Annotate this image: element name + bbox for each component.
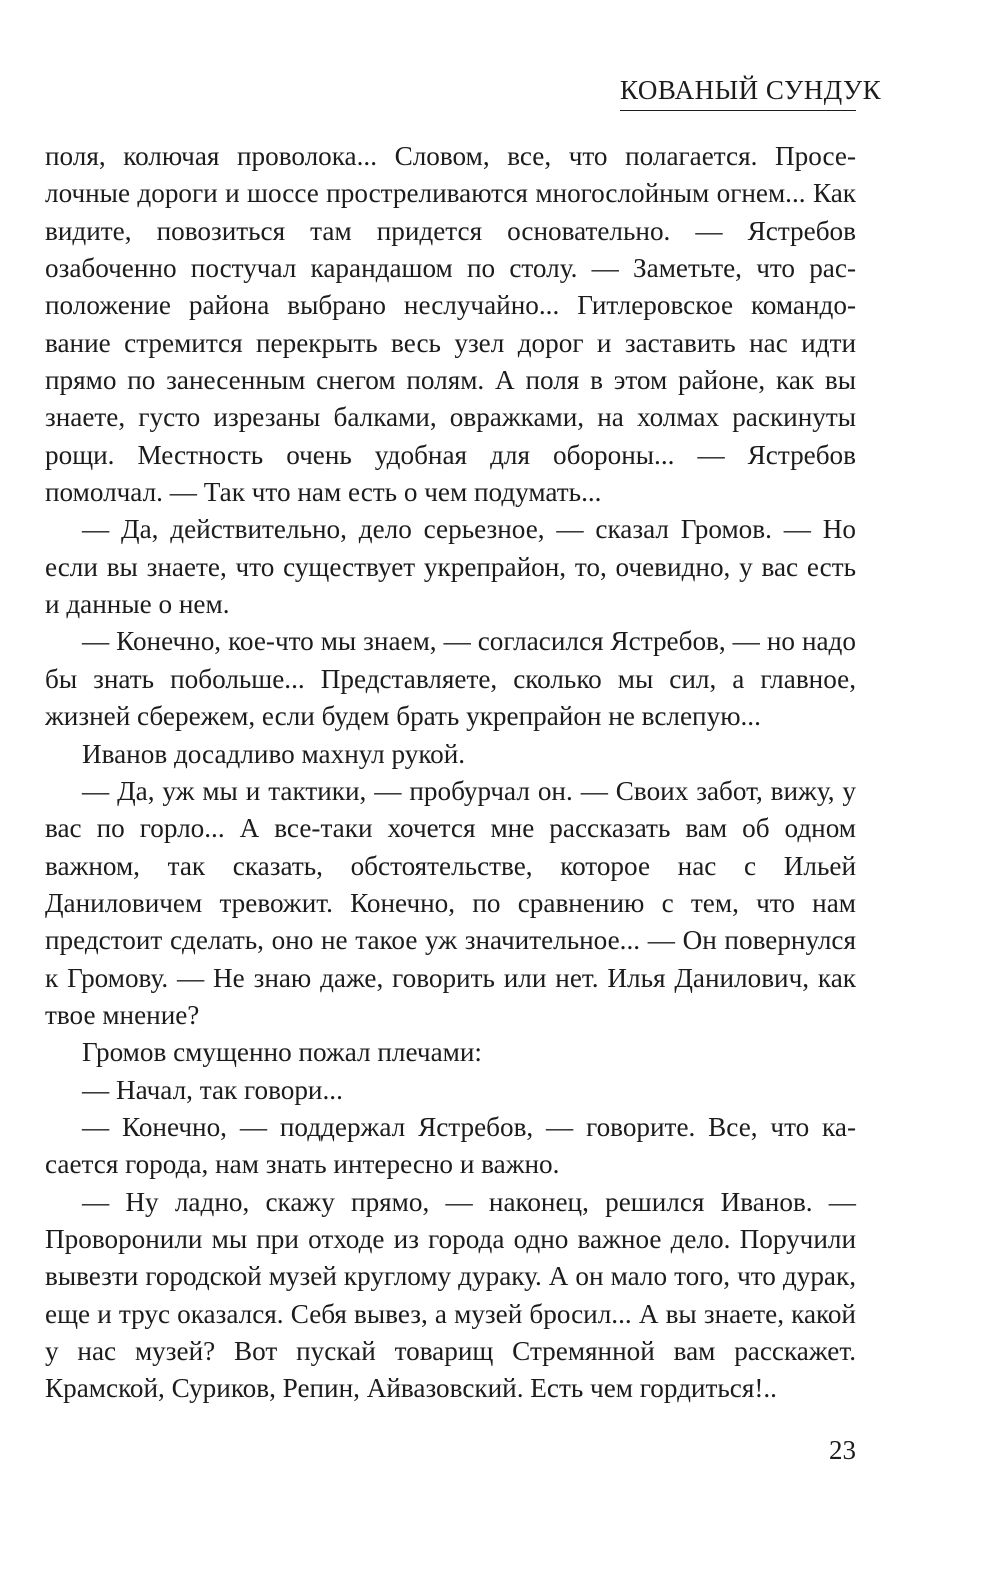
paragraph-8: — Конечно, — поддержал Ястребов, — говорите. Все, что касается города, нам знать интересно и важно.: [45, 1111, 856, 1180]
page-number: 23: [829, 1435, 856, 1465]
paragraph-3: — Конечно, кое-что мы знаем, — согласился Ястребов, — но надо бы знать побольше... Представляете, сколько мы сил, а главное, жизней сбережем, если будем брать укрепрайон не вслепую...: [45, 626, 856, 732]
body-text: [45, 138, 856, 1408]
paragraph-4: Иванов досадливо махнул рукой.: [82, 738, 466, 769]
paragraph-7: — Начал, так говори...: [82, 1074, 343, 1105]
paragraph-6: Громов смущенно пожал плечами:: [82, 1037, 482, 1068]
running-title: КОВАНЫЙ СУНДУК: [620, 74, 856, 111]
paragraph-9: — Ну ладно, скажу прямо, — наконец, решился Иванов. — Проворонили мы при отходе из города одно важное дело. Поручили вывезти городской музей круглому дураку. А он мало того, что дурак, еще и трус оказался. Себя вывез, а музей бросил... А вы знаете, какой у нас музей? Вот пускай товарищ Стремянной вам расскажет. Крамской, Суриков, Репин, Айвазовский. Есть чем гордиться!..: [45, 1186, 856, 1404]
paragraph-1: поля, колючая проволока... Словом, все, что полагается. Проселочные дороги и шоссе простреливаются многослойным огнем... Как видите, повозиться там придется основательно. — Ястребов озабоченно постучал карандашом по столу. — Заметьте, что расположение района выбрано неслучайно... Гитлеровское командование стремится перекрыть весь узел дорог и заставить нас идти прямо по занесенным снегом полям. А поля в этом районе, как вы знаете, густо изрезаны балками, овражками, на холмах раскинуты рощи. Местность очень удобная для обороны... — Ястребов помолчал. — Так что нам есть о чем подумать...: [45, 141, 856, 508]
paragraph-2: — Да, действительно, дело серьезное, — сказал Громов. — Но если вы знаете, что существует укрепрайон, то, очевидно, у вас есть и данные о нем.: [45, 514, 856, 620]
paragraph-5: — Да, уж мы и тактики, — пробурчал он. — Своих забот, вижу, у вас по горло... А все-таки хочется мне рассказать вам об одном важном, так сказать, обстоятельстве, которое нас с Ильей Даниловичем тревожит. Конечно, по сравнению с тем, что нам предстоит сделать, оно не такое уж значительное... — Он повернулся к Громову. — Не знаю даже, говорить или нет. Илья Данилович, как твое мнение?: [45, 775, 856, 1030]
